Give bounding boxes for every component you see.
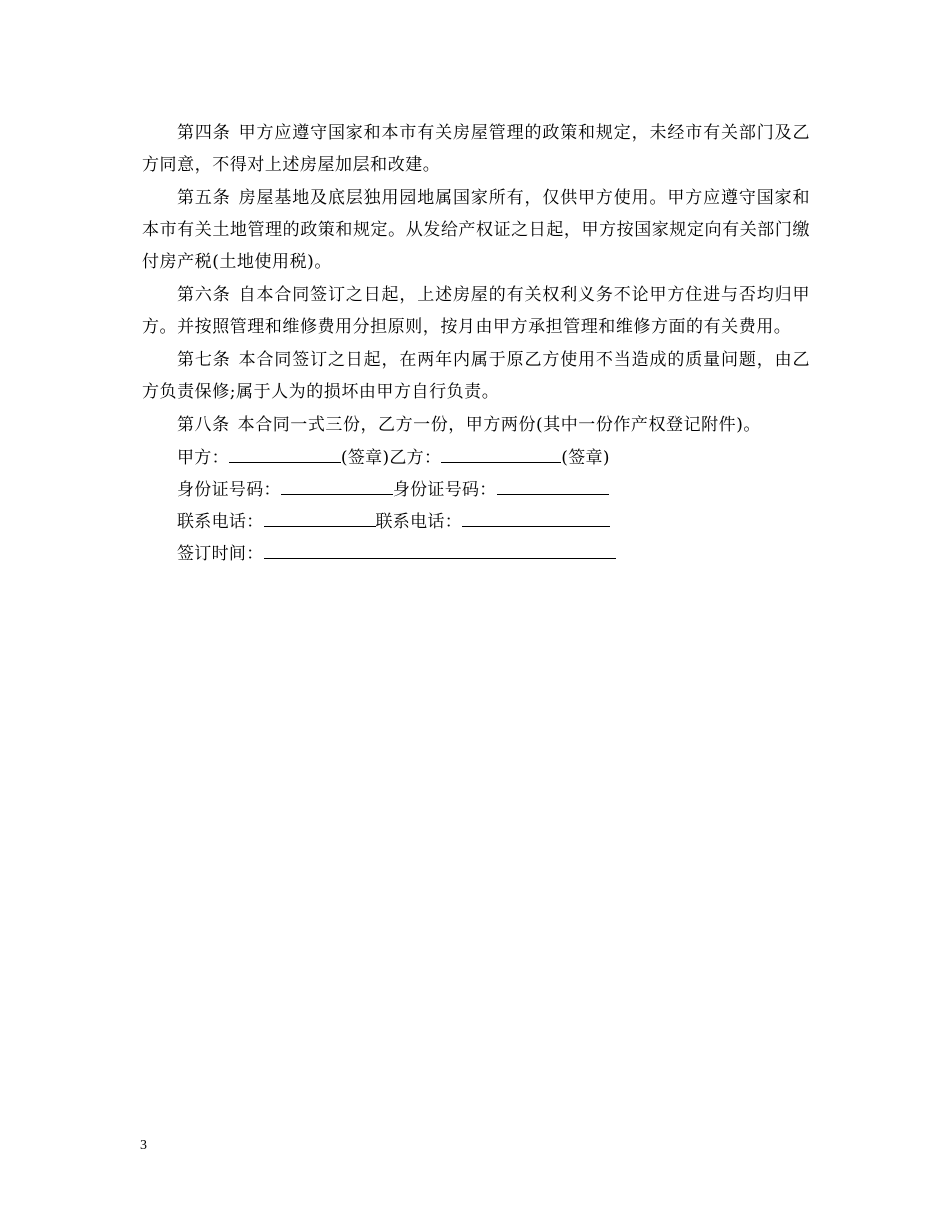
phone-b-label: 联系电话：: [375, 512, 462, 532]
phone-a-blank[interactable]: [264, 508, 376, 527]
article-5: [142, 182, 810, 278]
page-number: 3: [140, 1138, 147, 1153]
article-6-text: 自本合同签订之日起，上述房屋的有关权利义务不论甲方住进与否均归甲方。并按照管理和维修费用分担原则，按月由甲方承担管理和维修方面的有关费用。: [142, 285, 810, 337]
id-b-blank[interactable]: [497, 476, 609, 495]
id-a-label: 身份证号码：: [177, 480, 281, 500]
article-8-text: 本合同一式三份，乙方一份，甲方两份(其中一份作产权登记附件)。: [237, 415, 761, 435]
article-4: [142, 117, 810, 181]
article-5-number: 第五条: [177, 188, 231, 208]
party-b-blank[interactable]: [441, 444, 561, 463]
article-4-number: 第四条: [177, 123, 231, 143]
article-5-text: 房屋基地及底层独用园地属国家所有，仅供甲方使用。甲方应遵守国家和本市有关土地管理的政策和规定。从发给产权证之日起，甲方按国家规定向有关部门缴付房产税(土地使用税)。: [142, 188, 810, 272]
contract-body: [142, 117, 810, 570]
article-7: [142, 344, 810, 408]
article-6-number: 第六条: [177, 285, 231, 305]
article-8-number: 第八条: [177, 415, 230, 435]
id-b-label: 身份证号码：: [392, 480, 497, 500]
sign-date-label: 签订时间：: [177, 544, 264, 564]
id-a-blank[interactable]: [281, 476, 393, 495]
party-signature-line: [142, 442, 810, 474]
sign-date-line: [142, 538, 810, 570]
phone-b-blank[interactable]: [462, 508, 610, 527]
party-a-seal: (签章): [340, 448, 390, 468]
article-4-text: 甲方应遵守国家和本市有关房屋管理的政策和规定，未经市有关部门及乙方同意，不得对上述房屋加层和改建。: [142, 123, 810, 175]
id-number-line: [142, 474, 810, 506]
article-8: [142, 409, 810, 441]
party-a-blank[interactable]: [229, 444, 341, 463]
party-b-seal: (签章): [561, 448, 610, 468]
party-b-label: 乙方：: [389, 448, 442, 468]
phone-a-label: 联系电话：: [177, 512, 264, 532]
sign-date-blank[interactable]: [264, 540, 616, 559]
article-7-text: 本合同签订之日起，在两年内属于原乙方使用不当造成的质量问题，由乙方负责保修;属于人为的损坏由甲方自行负责。: [142, 350, 810, 402]
article-6: [142, 279, 810, 343]
party-a-label: 甲方：: [177, 448, 229, 468]
phone-line: [142, 506, 810, 538]
article-7-number: 第七条: [177, 350, 231, 370]
